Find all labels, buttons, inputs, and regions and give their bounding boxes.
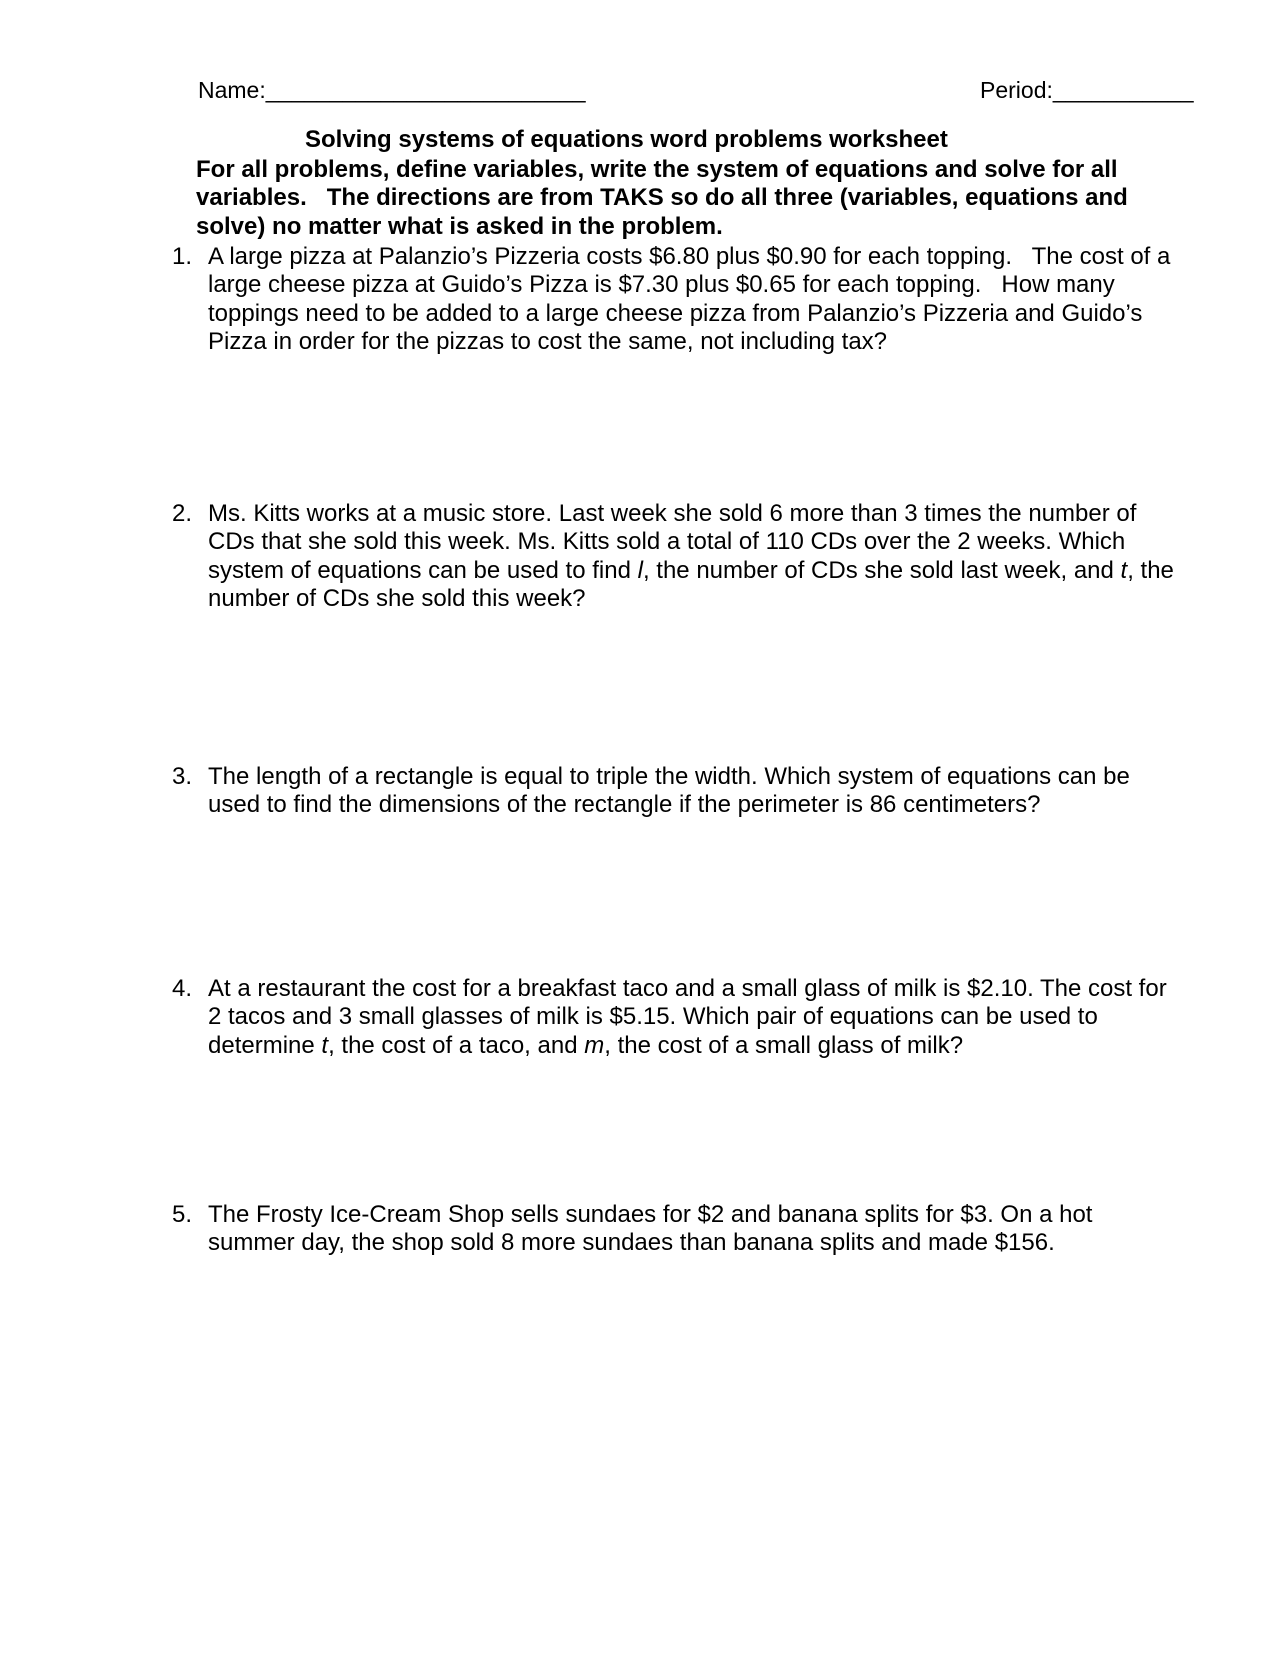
problem-2-text (208, 500, 1174, 614)
problem-5 (172, 1201, 1092, 1258)
worksheet-title: Solving systems of equations word problems worksheet (305, 126, 948, 153)
problem-line: Pizza in order for the pizzas to cost the same, not including tax? (208, 328, 888, 356)
problem-line: large cheese pizza at Guido’s Pizza is $7.30 plus $0.65 for each topping. How many (208, 271, 1115, 299)
problem-line: 2 tacos and 3 small glasses of milk is $5.15. Which pair of equations can be used to (208, 1003, 1098, 1031)
problem-4 (172, 975, 1167, 1060)
problem-line: summer day, the shop sold 8 more sundaes than banana splits and made $156. (208, 1229, 1055, 1257)
period-blank-line: ___________ (1052, 77, 1194, 103)
problem-line: determine t, the cost of a taco, and m, the cost of a small glass of milk? (208, 1031, 964, 1059)
problem-line: number of CDs she sold this week? (208, 585, 586, 613)
problem-3 (172, 763, 1130, 820)
problem-1-text (208, 243, 1170, 357)
instructions-line-1: For all problems, define variables, write the system of equations and solve for all (196, 156, 1118, 183)
problem-line: The Frosty Ice-Cream Shop sells sundaes for $2 and banana splits for $3. On a hot (208, 1201, 1093, 1228)
problem-5-number: 5. (172, 1201, 193, 1228)
problem-4-number: 4. (172, 975, 193, 1002)
period-label: Period: (980, 77, 1053, 103)
problem-line: used to find the dimensions of the rectangle if the perimeter is 86 centimeters? (208, 791, 1041, 819)
problem-line: system of equations can be used to find l, the number of CDs she sold last week, and t, the (208, 556, 1174, 584)
problem-4-text (208, 975, 1167, 1060)
name-label: Name: (198, 77, 266, 103)
name-blank-line: _________________________ (265, 77, 586, 103)
instructions-line-2: variables. The directions are from TAKS so do all three (variables, equations and (196, 184, 1128, 212)
instructions (196, 156, 1128, 241)
problem-2-number: 2. (172, 500, 193, 527)
problem-2 (172, 500, 1174, 614)
problem-1 (172, 243, 1170, 357)
problem-line: CDs that she sold this week. Ms. Kitts sold a total of 110 CDs over the 2 weeks. Which (208, 528, 1126, 556)
problem-line: At a restaurant the cost for a breakfast taco and a small glass of milk is $2.10. The cost for (208, 975, 1167, 1002)
problem-line: The length of a rectangle is equal to triple the width. Which system of equations can be (208, 763, 1130, 790)
problem-3-number: 3. (172, 763, 193, 790)
name-field (198, 76, 586, 104)
period-field (980, 76, 1194, 104)
problem-3-text (208, 763, 1130, 820)
problem-1-number: 1. (172, 243, 193, 270)
instructions-line-3: solve) no matter what is asked in the problem. (196, 212, 723, 240)
problem-line: A large pizza at Palanzio’s Pizzeria costs $6.80 plus $0.90 for each topping. The cost of a (208, 243, 1171, 270)
problem-5-text (208, 1201, 1092, 1258)
problem-line: toppings need to be added to a large cheese pizza from Palanzio’s Pizzeria and Guido’s (208, 299, 1143, 327)
problem-line: Ms. Kitts works at a music store. Last week she sold 6 more than 3 times the number of (208, 500, 1137, 527)
